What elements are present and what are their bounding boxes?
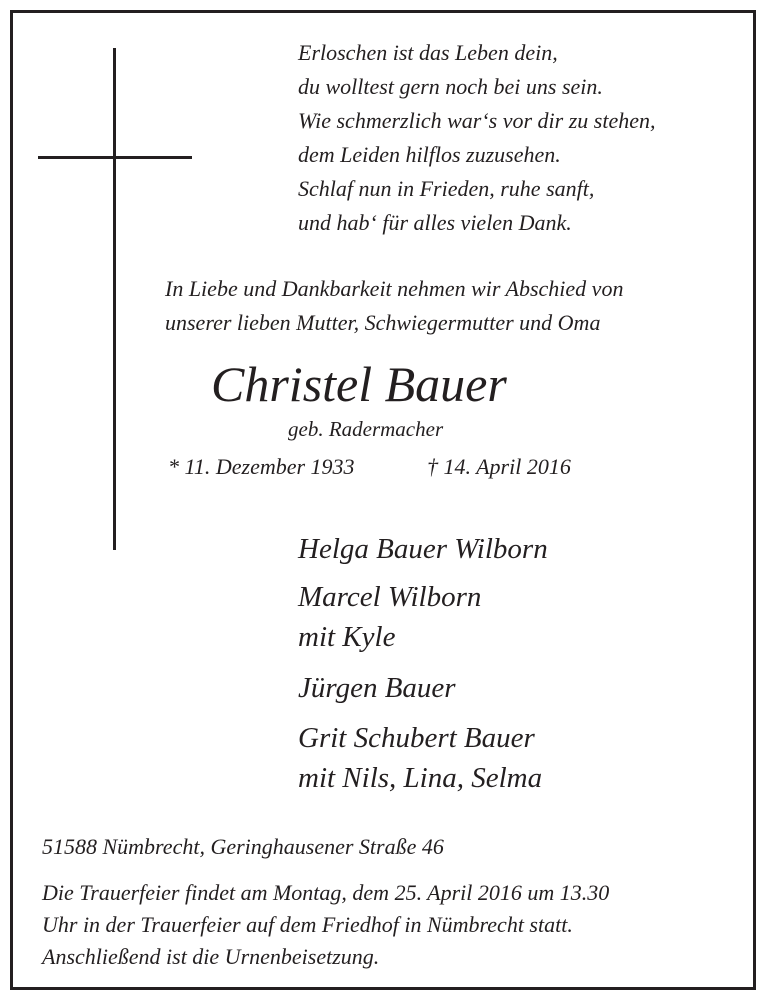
poem-line: dem Leiden hilflos zuzusehen.: [298, 142, 561, 167]
poem-line: du wolltest gern noch bei uns sein.: [298, 74, 603, 99]
service-line: Die Trauerfeier findet am Montag, dem 25. April 2016 um 13.30: [42, 880, 610, 905]
farewell-intro: [165, 272, 623, 340]
mourner-name: Helga Bauer Wilborn: [298, 533, 548, 565]
poem-line: Erloschen ist das Leben dein,: [298, 40, 558, 65]
family-address: 51588 Nümbrecht, Geringhausener Straße 46: [42, 834, 444, 859]
service-details: [42, 877, 609, 973]
poem-line: Wie schmerzlich war‘s vor dir zu stehen,: [298, 108, 656, 133]
mourner-name: Jürgen Bauer: [298, 672, 456, 704]
mourner-name: mit Kyle: [298, 621, 396, 653]
intro-line: unserer lieben Mutter, Schwiegermutter und Oma: [165, 310, 601, 335]
deceased-name: Christel Bauer: [211, 356, 507, 412]
service-line: Anschließend ist die Urnenbeisetzung.: [42, 944, 380, 969]
birth-date: * 11. Dezember 1933: [168, 454, 355, 479]
birth-name: geb. Radermacher: [288, 417, 444, 441]
mourner-name: Grit Schubert Bauer: [298, 722, 535, 754]
memorial-poem: [298, 36, 655, 240]
poem-line: Schlaf nun in Frieden, ruhe sanft,: [298, 176, 595, 201]
intro-line: In Liebe und Dankbarkeit nehmen wir Abschied von: [165, 276, 624, 301]
cross-vertical-bar: [113, 48, 116, 550]
poem-line: und hab‘ für alles vielen Dank.: [298, 210, 572, 235]
mourner-name: mit Nils, Lina, Selma: [298, 762, 543, 794]
mourner-name: Marcel Wilborn: [298, 581, 482, 613]
cross-horizontal-bar: [38, 156, 192, 159]
service-line: Uhr in der Trauerfeier auf dem Friedhof in Nümbrecht statt.: [42, 912, 573, 937]
death-date: † 14. April 2016: [427, 454, 571, 479]
